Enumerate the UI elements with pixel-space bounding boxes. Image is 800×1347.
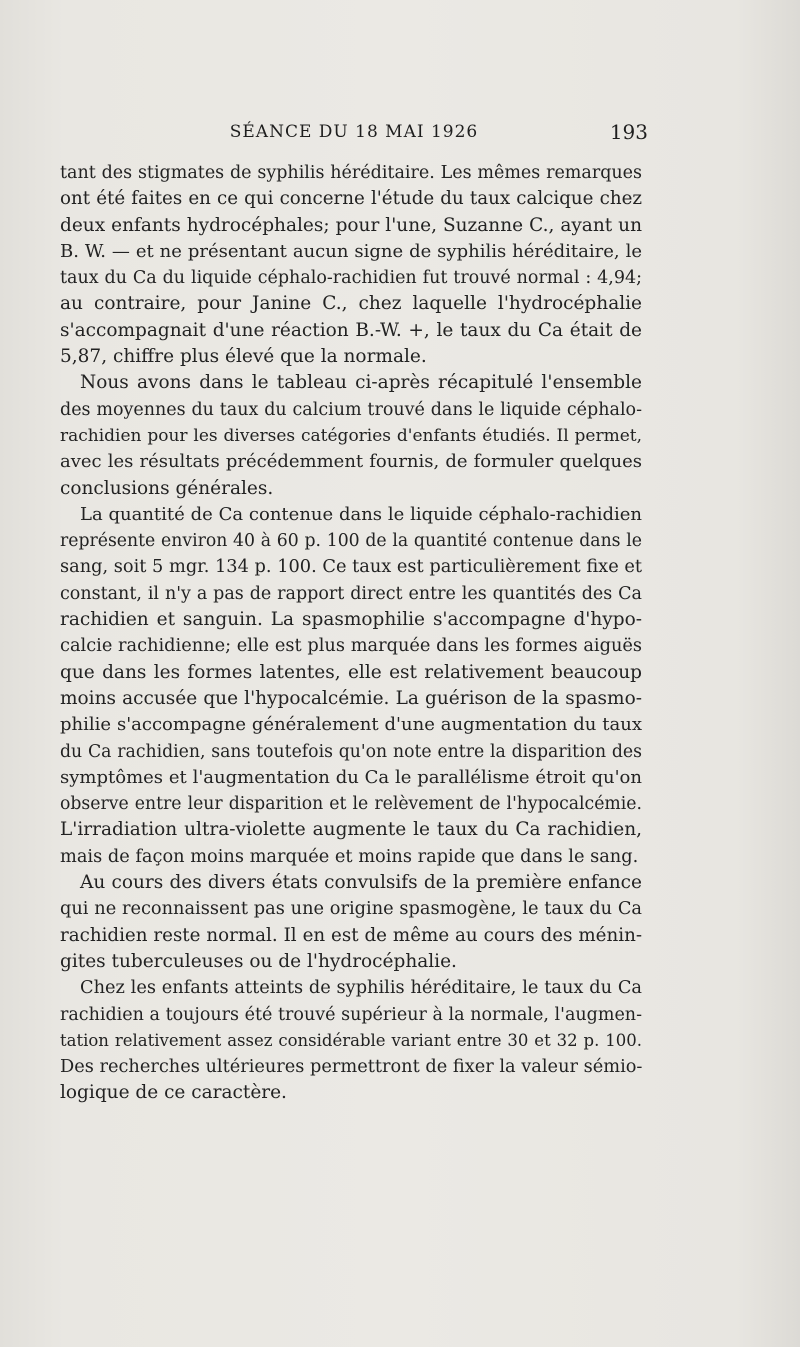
running-head: [60, 118, 648, 148]
text-line: sang, soit 5 mgr. 134 p. 100. Ce taux est particulièrement fixe et: [60, 557, 642, 578]
text-line: calcie rachidienne; elle est plus marquée dans les formes aiguës: [60, 636, 642, 657]
body-text: [60, 160, 642, 1107]
text-line: au contraire, pour Janine C., chez laquelle l'hydrocéphalie: [60, 293, 642, 315]
page-number: 193: [609, 120, 648, 144]
text-line: avec les résultats précédemment fournis, de formuler quelques: [60, 451, 642, 473]
text-line: logique de ce caractère.: [60, 1082, 287, 1104]
text-line: rachidien pour les diverses catégories d'enfants étudiés. Il permet,: [60, 425, 642, 446]
text-line: du Ca rachidien, sans toutefois qu'on note entre la disparition des: [60, 741, 642, 762]
text-line: des moyennes du taux du calcium trouvé dans le liquide céphalo-: [60, 399, 642, 420]
text-line: gites tuberculeuses ou de l'hydrocéphalie.: [60, 950, 457, 972]
text-line: tation relativement assez considérable variant entre 30 et 32 p. 100.: [60, 1030, 642, 1050]
text-line: symptômes et l'augmentation du Ca le parallélisme étroit qu'on: [60, 766, 642, 788]
text-line: 5,87, chiffre plus élevé que la normale.: [60, 346, 427, 368]
text-line: deux enfants hydrocéphales; pour l'une, Suzanne C., ayant un: [60, 214, 642, 236]
text-line: rachidien reste normal. Il en est de même au cours des ménin-: [60, 924, 642, 946]
text-line: Chez les enfants atteints de syphilis héréditaire, le taux du Ca: [80, 978, 642, 999]
text-line: représente environ 40 à 60 p. 100 de la quantité contenue dans le: [60, 531, 642, 552]
text-line: Des recherches ultérieures permettront de fixer la valeur sémio-: [60, 1057, 642, 1078]
text-line: Nous avons dans le tableau ci-après récapitulé l'ensemble: [80, 372, 642, 394]
text-line: rachidien a toujours été trouvé supérieur à la normale, l'augmen-: [60, 1004, 642, 1025]
text-line: ont été faites en ce qui concerne l'étude du taux calcique chez: [60, 188, 642, 210]
text-line: s'accompagnait d'une réaction B.-W. +, le taux du Ca était de: [60, 319, 642, 341]
text-line: taux du Ca du liquide céphalo-rachidien fut trouvé normal : 4,94;: [60, 268, 642, 289]
text-line: conclusions générales.: [60, 477, 274, 499]
text-line: constant, il n'y a pas de rapport direct entre les quantités des Ca: [60, 583, 642, 604]
text-line: La quantité de Ca contenue dans le liquide céphalo-rachidien: [80, 503, 642, 525]
text-line: mais de façon moins marquée et moins rapide que dans le sang.: [60, 846, 639, 867]
running-title: SÉANCE DU 18 MAI 1926: [229, 122, 479, 142]
text-line: que dans les formes latentes, elle est relativement beaucoup: [60, 661, 642, 683]
text-line: philie s'accompagne généralement d'une augmentation du taux: [60, 714, 642, 736]
text-line: moins accusée que l'hypocalcémie. La guérison de la spasmo-: [60, 687, 642, 709]
text-line: qui ne reconnaissent pas une origine spasmogène, le taux du Ca: [60, 899, 642, 920]
text-line: tant des stigmates de syphilis héréditaire. Les mêmes remarques: [60, 163, 642, 183]
text-line: observe entre leur disparition et le relèvement de l'hypocalcémie.: [60, 794, 642, 815]
text-line: L'irradiation ultra-violette augmente le taux du Ca rachidien,: [60, 819, 642, 841]
text-line: B. W. — et ne présentant aucun signe de syphilis héréditaire, le: [60, 240, 642, 262]
text-line: Au cours des divers états convulsifs de la première enfance: [80, 872, 642, 894]
text-line: rachidien et sanguin. La spasmophilie s'accompagne d'hypo-: [60, 609, 642, 631]
